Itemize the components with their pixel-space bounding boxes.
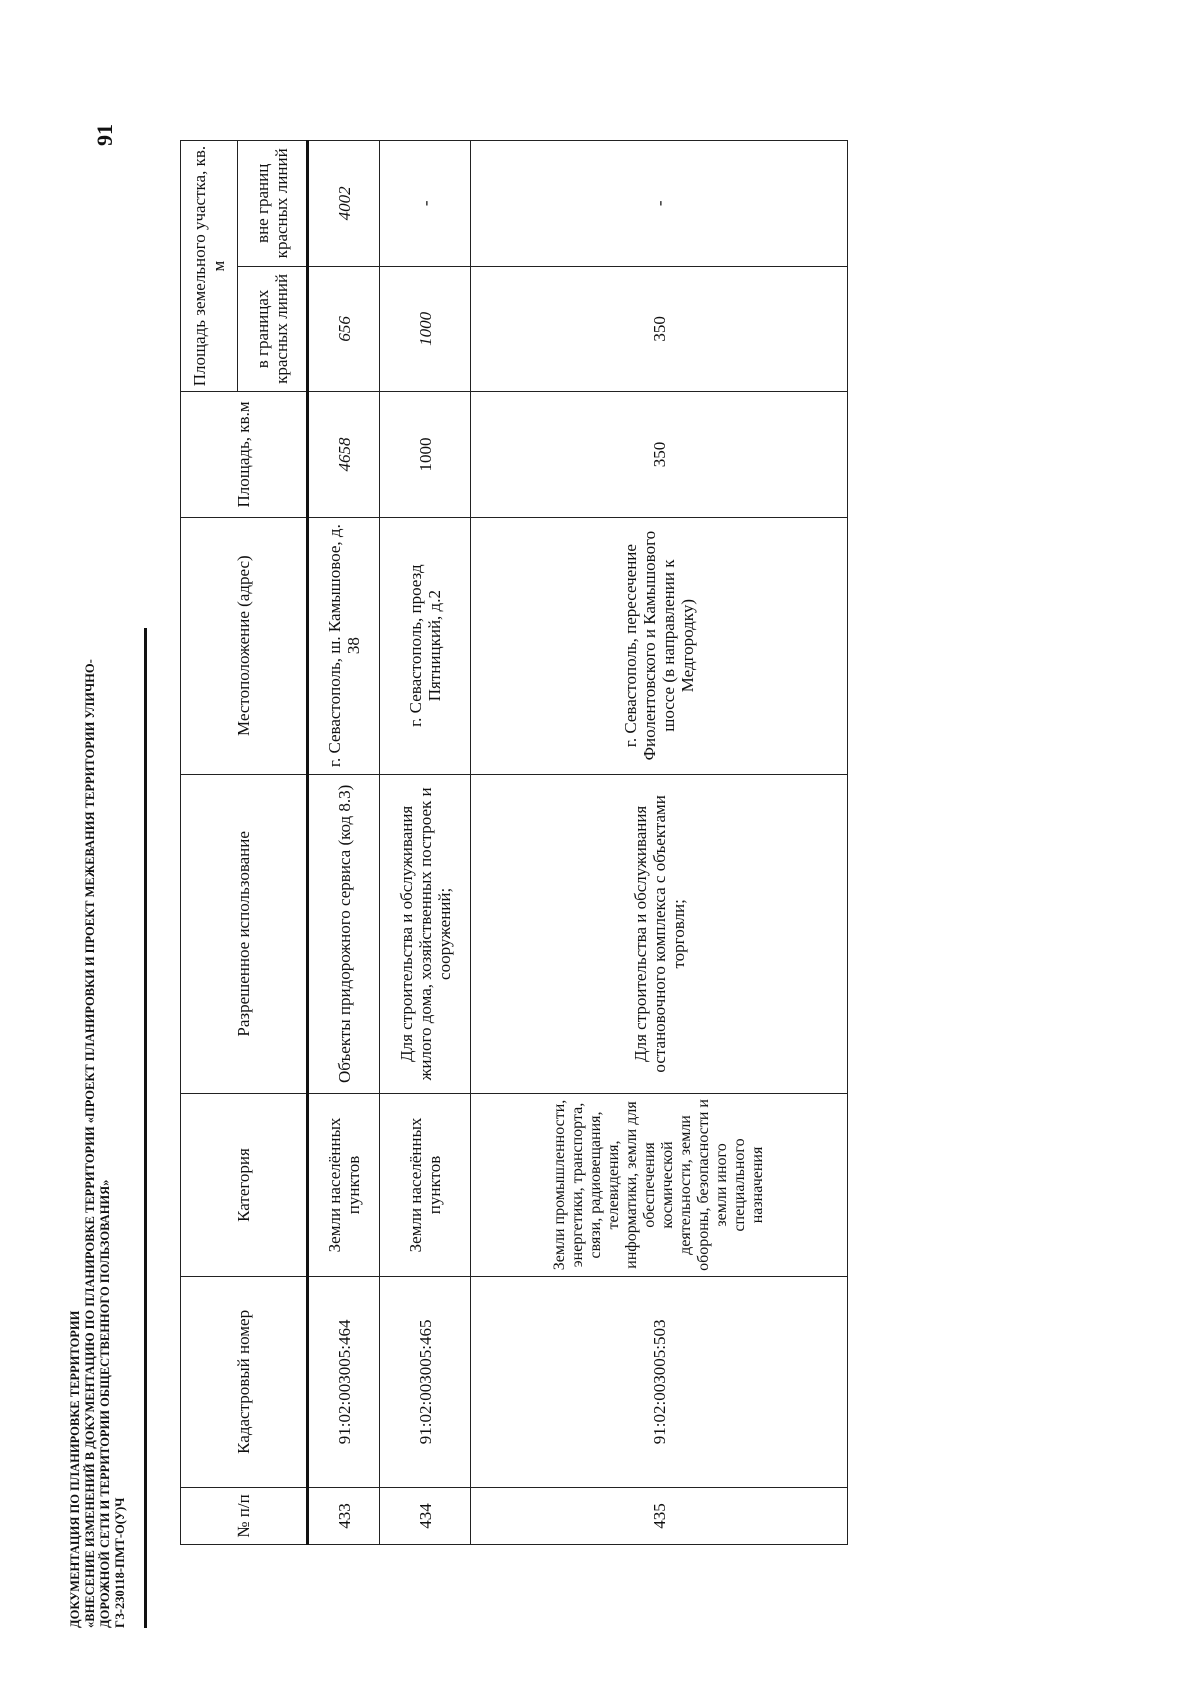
- cell-inside: 1000: [380, 266, 471, 392]
- header-line: ДОРОЖНОЙ СЕТИ И ТЕРРИТОРИИ ОБЩЕСТВЕННОГО ПОЛЬЗОВАНИЯ»: [98, 1179, 112, 1628]
- header-line: ДОКУМЕНТАЦИЯ ПО ПЛАНИРОВКЕ ТЕРРИТОРИИ: [68, 1310, 82, 1628]
- cell-outside: -: [471, 141, 848, 267]
- col-header-category: Категория: [181, 1094, 308, 1277]
- col-header-num: № п/п: [181, 1487, 308, 1544]
- header-divider: [144, 628, 147, 1628]
- cell-area: 350: [471, 392, 848, 518]
- cell-address: г. Севастополь, ш. Камышовое, д. 38: [308, 517, 380, 774]
- cell-address: г. Севастополь, пересечение Фиолентовского и Камышового шоссе (в направлении к Медгородку): [471, 517, 848, 774]
- cell-address: г. Севастополь, проезд Пятницкий, д.2: [380, 517, 471, 774]
- cell-inside: 656: [308, 266, 380, 392]
- document-header: [68, 628, 128, 1628]
- rotated-page: [40, 90, 1160, 1650]
- col-header-area: Площадь, кв.м: [181, 392, 308, 518]
- cell-cadastral: 91:02:003005:503: [471, 1276, 848, 1487]
- cell-category: Земли населённых пунктов: [308, 1094, 380, 1277]
- table-row: [380, 141, 471, 1545]
- cell-use: Для строительства и обслуживания остановочного комплекса с объектами торговли;: [471, 774, 848, 1094]
- cell-num: 433: [308, 1487, 380, 1544]
- cell-num: 435: [471, 1487, 848, 1544]
- cell-inside: 350: [471, 266, 848, 392]
- cell-cadastral: 91:02:003005:465: [380, 1276, 471, 1487]
- page-number: 91: [92, 124, 117, 146]
- cell-category: Земли населённых пунктов: [380, 1094, 471, 1277]
- table-row: [308, 141, 380, 1545]
- cell-cadastral: 91:02:003005:464: [308, 1276, 380, 1487]
- col-header-inside-red-lines: в границах красных линий: [238, 266, 308, 392]
- cell-use: Объекты придорожного сервиса (код 8.3): [308, 774, 380, 1094]
- cell-category: Земли промышленности, энергетики, транспорта, связи, радиовещания, телевидения, информатики, земли для обеспечения космической деятельности, земли обороны, безопасности и земли иного специального назначения: [471, 1094, 848, 1277]
- cell-area: 1000: [380, 392, 471, 518]
- col-header-address: Местоположение (адрес): [181, 517, 308, 774]
- header-line: «ВНЕСЕНИЕ ИЗМЕНЕНИЙ В ДОКУМЕНТАЦИЮ ПО ПЛАНИРОВКЕ ТЕРРИТОРИИ «ПРОЕКТ ПЛАНИРОВКИ И ПРОЕКТ МЕЖЕВАНИЯ ТЕРРИТОРИИ УЛИЧНО-: [83, 659, 97, 1628]
- cell-area: 4658: [308, 392, 380, 518]
- table-row: [471, 141, 848, 1545]
- col-header-outside-red-lines: вне границ красных линий: [238, 141, 308, 267]
- cell-use: Для строительства и обслуживания жилого дома, хозяйственных построек и сооружений;: [380, 774, 471, 1094]
- table-header: [181, 141, 308, 1545]
- cell-outside: -: [380, 141, 471, 267]
- cell-outside: 4002: [308, 141, 380, 267]
- cell-num: 434: [380, 1487, 471, 1544]
- col-header-use: Разрешенное использование: [181, 774, 308, 1094]
- col-header-land-area: Площадь земельного участка, кв. м: [181, 141, 238, 392]
- col-header-cadastral: Кадастровый номер: [181, 1276, 308, 1487]
- header-line: ГЗ-230118-ПМТ-О(У)Ч: [113, 1497, 127, 1628]
- land-plot-table: [180, 140, 848, 1545]
